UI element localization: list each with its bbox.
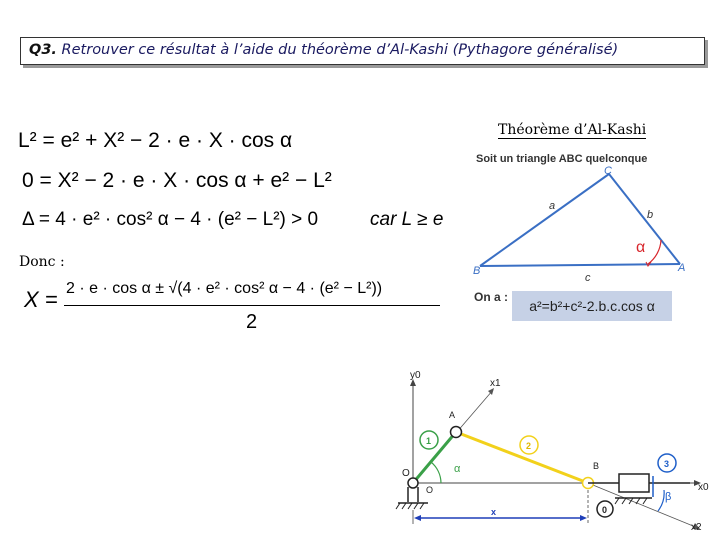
side-c: c: [585, 272, 591, 284]
mech-beta-label: β: [665, 491, 672, 503]
kashi-title: Théorème d’Al-Kashi: [498, 122, 647, 138]
axis-y0: y0: [410, 370, 421, 381]
question-number: Q3.: [29, 42, 57, 58]
ona-label: On a :: [474, 290, 509, 304]
vertex-b: B: [473, 265, 481, 277]
angle-alpha-label: α: [636, 239, 646, 256]
mechanism-diagram: [396, 379, 701, 529]
point-o-label: O: [402, 468, 410, 479]
solution-numerator: 2 · e · cos α ± √(4 · e² · cos² α − 4 · (e² − L²)): [66, 280, 383, 297]
equation-3: Δ = 4 · e² · cos² α − 4 · (e² − L²) > 0: [22, 209, 319, 230]
point-a-label: A: [449, 410, 456, 420]
axis-x2: x2: [691, 522, 702, 533]
part-0-label: 0: [602, 505, 608, 515]
side-b: b: [647, 209, 654, 221]
part-1-label: 1: [426, 436, 432, 446]
vertex-a: A: [678, 262, 686, 274]
question-body: Retrouver ce résultat à l’aide du théorème d’Al-Kashi (Pythagore généralisé): [61, 42, 619, 58]
solution-x: X =: [24, 287, 58, 312]
equation-3-condition: car L ≥ e: [370, 209, 444, 230]
equation-2: 0 = X² − 2 · e · X · cos α + e² − L²: [22, 169, 332, 192]
dimension-x-label: x: [491, 507, 497, 517]
solution-denominator: 2: [246, 311, 258, 333]
equation-1: L² = e² + X² − 2 · e · X · cos α: [18, 129, 293, 152]
donc-label: Donc :: [19, 254, 65, 270]
mech-alpha-label: α: [454, 463, 461, 475]
axis-x1: x1: [490, 378, 501, 389]
side-a: a: [549, 200, 556, 212]
point-o2-label: O: [426, 485, 434, 495]
part-2-label: 2: [526, 441, 532, 451]
vertex-c: C: [604, 165, 612, 177]
part-3-label: 3: [664, 459, 670, 469]
axis-x0: x0: [698, 482, 709, 493]
kashi-formula: a²=b²+c²-2.b.c.cos α: [512, 291, 672, 321]
point-b-label: B: [593, 461, 600, 471]
kashi-caption: Soit un triangle ABC quelconque: [476, 153, 648, 165]
